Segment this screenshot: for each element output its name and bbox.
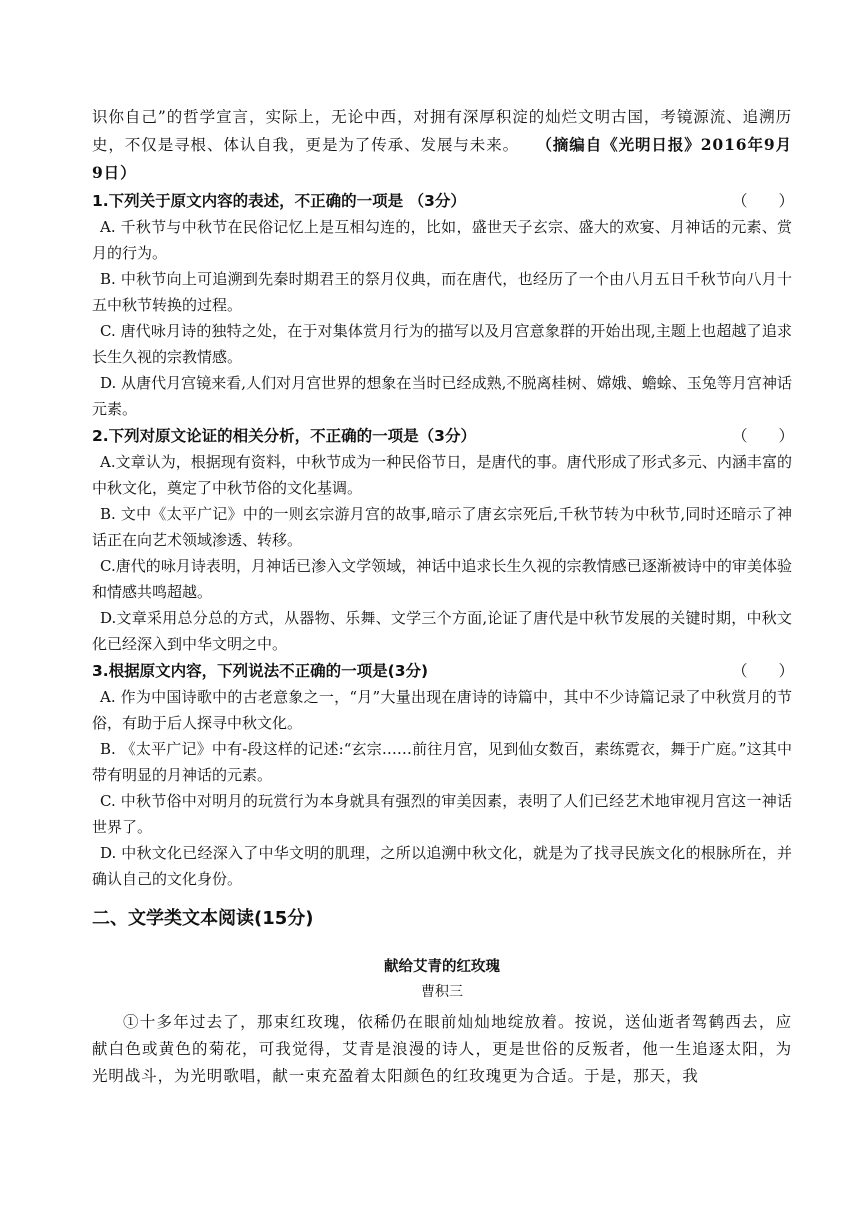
answer-bracket: （ ） (732, 192, 795, 210)
question-3 (92, 658, 795, 892)
question-stem-text: 1.下列关于原文内容的表述，不正确的一项是 （3分） (92, 192, 466, 210)
answer-bracket: （ ） (732, 427, 795, 445)
article-paragraph: ①十多年过去了，那束红玫瑰，依稀仍在眼前灿灿地绽放着。按说，送仙逝者驾鹤西去，应献白色或黄色的菊花，可我觉得，艾青是浪漫的诗人，更是世俗的反叛者，他一生追逐太阳，为光明战斗，为光明歌唱，献一束充盈着太阳颜色的红玫瑰更为合适。于是，那天，我 (92, 1013, 792, 1085)
intro-paragraph (92, 104, 792, 187)
option-a: A. 作为中国诗歌中的古老意象之一，“月”大量出现在唐诗的诗篇中，其中不少诗篇记录了中秋赏月的节俗，有助于后人探寻中秋文化。 (92, 688, 792, 732)
option-c: C. 中秋节俗中对明月的玩赏行为本身就具有强烈的审美因素，表明了人们已经艺术地审视月宫这一神话世界了。 (92, 792, 792, 836)
option-a: A. 千秋节与中秋节在民俗记忆上是互相勾连的，比如，盛世天子玄宗、盛大的欢宴、月神话的元素、赏月的行为。 (92, 218, 792, 262)
article-title: 献给艾青的红玫瑰 (384, 959, 500, 975)
option-c: C. 唐代咏月诗的独特之处，在于对集体赏月行为的描写以及月宫意象群的开始出现,主题上也超越了追求长生久视的宗教情感。 (92, 322, 792, 366)
option-d: D.文章采用总分总的方式，从器物、乐舞、文学三个方面,论证了唐代是中秋节发展的关键时期，中秋文化已经深入到中华文明之中。 (92, 609, 792, 653)
question-1 (92, 188, 795, 422)
option-d: D. 从唐代月宫镜来看,人们对月宫世界的想象在当时已经成熟,不脱离桂树、嫦娥、蟾蜍、玉兔等月宫神话元素。 (92, 374, 792, 418)
question-2 (92, 423, 795, 657)
question-stem-text: 2.下列对原文论证的相关分析，不正确的一项是（3分） (92, 427, 476, 445)
intro-text: 识你自己”的哲学宣言，实际上，无论中西，对拥有深厚积淀的灿烂文明古国，考镜源流、追溯历史，不仅是寻根、体认自我，更是为了传承、发展与未来。 (92, 108, 792, 154)
question-stem (92, 658, 795, 684)
document-page (92, 104, 795, 1090)
article-author: 曹积三 (421, 984, 463, 1000)
section-heading: 二、文学类文本阅读(15分) (92, 908, 314, 929)
option-b: B. 中秋节向上可追溯到先秦时期君王的祭月仪典，而在唐代，也经历了一个由八月五日千秋节向八月十五中秋节转换的过程。 (92, 270, 792, 314)
option-b: B. 《太平广记》中有-段这样的记述:“玄宗……前往月宫，见到仙女数百，素练霓衣，舞于广庭。”这其中带有明显的月神话的元素。 (92, 740, 792, 784)
option-d: D. 中秋文化已经深入了中华文明的肌理，之所以追溯中秋文化，就是为了找寻民族文化的根脉所在，并确认自己的文化身份。 (92, 844, 792, 888)
option-b: B. 文中《太平广记》中的一则玄宗游月宫的故事,暗示了唐玄宗死后,千秋节转为中秋节,同时还暗示了神话正在向艺术领域渗透、转移。 (92, 505, 792, 549)
source-citation: （摘编自《光明日报》2016年9月9日） (92, 135, 792, 182)
question-stem (92, 423, 795, 449)
option-a: A.文章认为，根据现有资料，中秋节成为一种民俗节日，是唐代的事。唐代形成了形式多元、内涵丰富的中秋文化，奠定了中秋节俗的文化基调。 (92, 453, 792, 497)
answer-bracket: （ ） (732, 662, 795, 680)
question-stem-text: 3.根据原文内容，下列说法不正确的一项是(3分) (92, 662, 429, 680)
question-stem (92, 188, 795, 214)
option-c: C.唐代的咏月诗表明，月神话已渗入文学领域，神话中追求长生久视的宗教情感已逐渐被诗中的审美体验和情感共鸣超越。 (92, 557, 792, 601)
